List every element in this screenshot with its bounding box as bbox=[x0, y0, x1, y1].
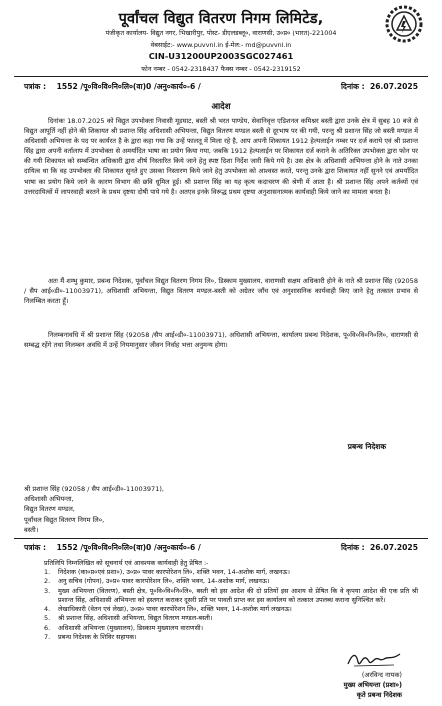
addressee-block bbox=[24, 484, 164, 535]
signatory-title: प्रबन्ध निदेशक bbox=[347, 442, 386, 451]
reference-number: 1552 /पू०वि०वि०नि०लि०(वा)0 /अनु०कार्य०-6 / bbox=[56, 82, 201, 91]
copy-intro: प्रतिलिपि निम्नलिखित को सूचनार्थ एवं आवश्यक कार्यवाही हेतु प्रेषित :- bbox=[44, 559, 209, 567]
copy-list bbox=[44, 568, 418, 642]
list-item: 2. अनु सचिव (गोपन), उ०प्र० पावर कारपोरेशन लि०, शक्ति भवन, 14-अशोक मार्ग, लखनऊ। bbox=[44, 577, 270, 586]
organization-name: पूर्वांचल विद्युत वितरण निगम लिमिटेड, bbox=[118, 11, 324, 27]
signatory-designation: मुख्य अभियन्ता (प्रशा०) bbox=[343, 681, 402, 689]
list-item: 6. अधिशासी अभियन्ता (मुख्यालय), डिस्काम मुख्यालय वाराणसी। bbox=[44, 623, 204, 632]
cin-number: CIN-U31200UP2003SGC027461 bbox=[148, 51, 294, 61]
list-item: 1. निदेशक (का०प्र०एवं प्रशा०), उ०प्र० पावर कारपोरेशन लि०, शक्ति भवन, 14-अशोक मार्ग, लखनऊ। bbox=[44, 568, 290, 576]
addressee-line: विद्युत वितरण मण्डल, bbox=[24, 505, 75, 514]
list-item: 7. प्रबन्ध निदेशक के शिविर सहायक। bbox=[44, 633, 137, 642]
phone-fax: फोन नम्बर - 0542-2318437 फैक्स नम्बर - 0542-2319152 bbox=[141, 65, 301, 73]
addressee-line: बस्ती। bbox=[24, 525, 39, 534]
paragraph-2: अतः मैं शम्भु कुमार, प्रबन्ध निदेशक, पूर्वांचल विद्युत वितरण निगम लि०, डिस्काम मुख्यालय, वाराणसी सक्षम अधिकारी होने के नाते श्री प्रशान्त सिंह (92058 / सैप आई०डी०-11003971), अधिशासी अभियन्ता, विद्युत वितरण मण्डल-बस्ती को अग्रेतर जाँच एवं अनुशासनिक कार्यवाही किए जाने हेतु तत्काल प्रभाव से निलम्बित करता हूँ। bbox=[24, 277, 418, 306]
signatory-for: कृते प्रबन्ध निदेशक bbox=[356, 691, 402, 699]
list-item: 5. श्री प्रशान्त सिंह, अधिशासी अभियन्ता, विद्युत वितरण मण्डल-बस्ती। bbox=[44, 614, 213, 623]
paragraph-3: निलम्बनावधि में श्री प्रशान्त सिंह (92058 /सैप आई०डी०-11003971), अधिशासी अभियन्ता, कार्यालय प्रबन्ध निदेशक, पू०वि०वि०नि०लि०, वाराणसी से सम्बद्ध रहेंगे तथा निलम्बन अवधि में उन्हें नियमानुसार जीवन निर्वाह भत्ता अनुमन्य होगा। bbox=[24, 331, 418, 350]
section-divider bbox=[14, 538, 428, 539]
header-divider bbox=[14, 76, 428, 77]
reference-line-copy: पत्रांक : 1552 /पू०वि०वि०नि०लि०(वा)0 /अनु०कार्य०-6 / दिनांक : 26.07.2025 bbox=[24, 543, 418, 552]
reference-date: दिनांक : 26.07.2025 bbox=[340, 82, 418, 91]
addressee-line: पूर्वांचल विद्युत वितरण निगम लि०, bbox=[24, 515, 105, 524]
list-item: 4. लेखाधिकारी (वेतन एवं लेखा), उ०प्र० पावर कारपोरेशन लि०, शक्ति भवन, 14-अशोक मार्ग लखनऊ। bbox=[44, 605, 292, 614]
reference-line bbox=[24, 82, 418, 92]
addressee-line: श्री प्रशान्त सिंह (92058 / सैप आई०डी०-11003971), bbox=[24, 485, 165, 493]
addressee-line: अधिशासी अभियन्ता, bbox=[24, 495, 74, 504]
website-email: वेबसाईट:- www.puvvnl.in ई-मेल:- md@puvvnl.in bbox=[150, 41, 292, 49]
signatory-name: (अरविन्द नायक) bbox=[361, 671, 402, 679]
reference-label: पत्रांक : bbox=[24, 82, 46, 91]
order-title: आदेश bbox=[211, 102, 231, 112]
paragraph-1: दिनांकः 18.07.2025 को विद्युत उपभोक्ता निवासी मूडघाट, बस्ती श्री भरत पाण्डेय, सेवानिवृत्त एडिशनल कमिश्नर बस्ती द्वारा उनके क्षेत्र में सुबह 10 बजे से विद्युत आपूर्ति नहीं होने की शिकायत श्री प्रशान्त सिंह अधिशासी अभियन्ता, विद्युत वितरण मण्डल बस्ती से दूरभाष पर की गयी, परन्तु श्री प्रशान्त सिंह जो बस्ती मण्डल में अधिशासी अभियन्ता के पद पर कार्यरत है के द्वारा कहा गया कि उन्हें फालतू में मिला रहे है, आप अपनी शिकायत 1912 हेल्पलाईन नम्बर पर दर्ज कराये एवं श्री प्रशान्त सिंह द्वारा अपनी वर्तालाप में उपभोक्ता से अमर्यादित भाषा का प्रयोग किया गया, जबकि 1912 हेल्पलाईन पर शिकायत दर्ज कराने के अतिरिक्त उपभोक्ता द्वारा फोन पर की गयी शिकायत को सम्बन्धित अधिकारी द्वारा शीर्ष निस्तारित किये जाने हेतु स्पष्ट दिशा निर्देश जारी किये गये है। उस क्षेत्र के अधिशासी अभियन्ता होने के नाते उनका दायित्व था कि वह उपभोक्ता की शिकायत सुनते हुए उसका निस्तारण किये जाने हेतु उपभोक्ता को आश्वस्त करते, परन्तु उनके द्वारा शिकायत नहीं सुनने एवं अमर्यादित भाषा का प्रयोग किये जाने के कारण विभाग की छवि धूमिल हुई। श्री प्रशान्त सिंह का यह कृत्य कदाचरण की श्रेणी में आता है। श्री प्रशान्त सिंह अपने कर्तव्यों एवं उत्तरदायित्वों में लापरवाही बरतने के प्रथम दृष्टया दोषी पाये गये है। अतएव इनके विरूद्ध प्रथम दृष्टया अनुशासनात्मक कार्यवाही किये जाने का मामला बनता है। bbox=[24, 117, 418, 196]
registered-address: पंजीकृत कार्यालय- विद्युत नगर, भिखारीपुर, पोस्ट- डीएलडब्लू०, वाराणसी, उ०प्र० (भारत)-221004 bbox=[105, 29, 337, 37]
handwritten-signature bbox=[344, 648, 404, 670]
list-item: 3. मुख्य अभियन्ता (वितरण), बस्ती क्षेत्र, पू०वि०वि०नि०लि०, बस्ती को इस आदेश की दो प्रतियों इस आशय से प्रेषित कि वे कृपया आदेश की एक प्रति श्री प्रशान्त सिंह, अधिशासी अभियन्ता को हस्तगत कराकर दूसरी प्रति पर पावती प्राप्त कर इस कार्यालय को तत्काल उपलब्ध कराना सुनिश्चित करें। bbox=[44, 586, 418, 604]
